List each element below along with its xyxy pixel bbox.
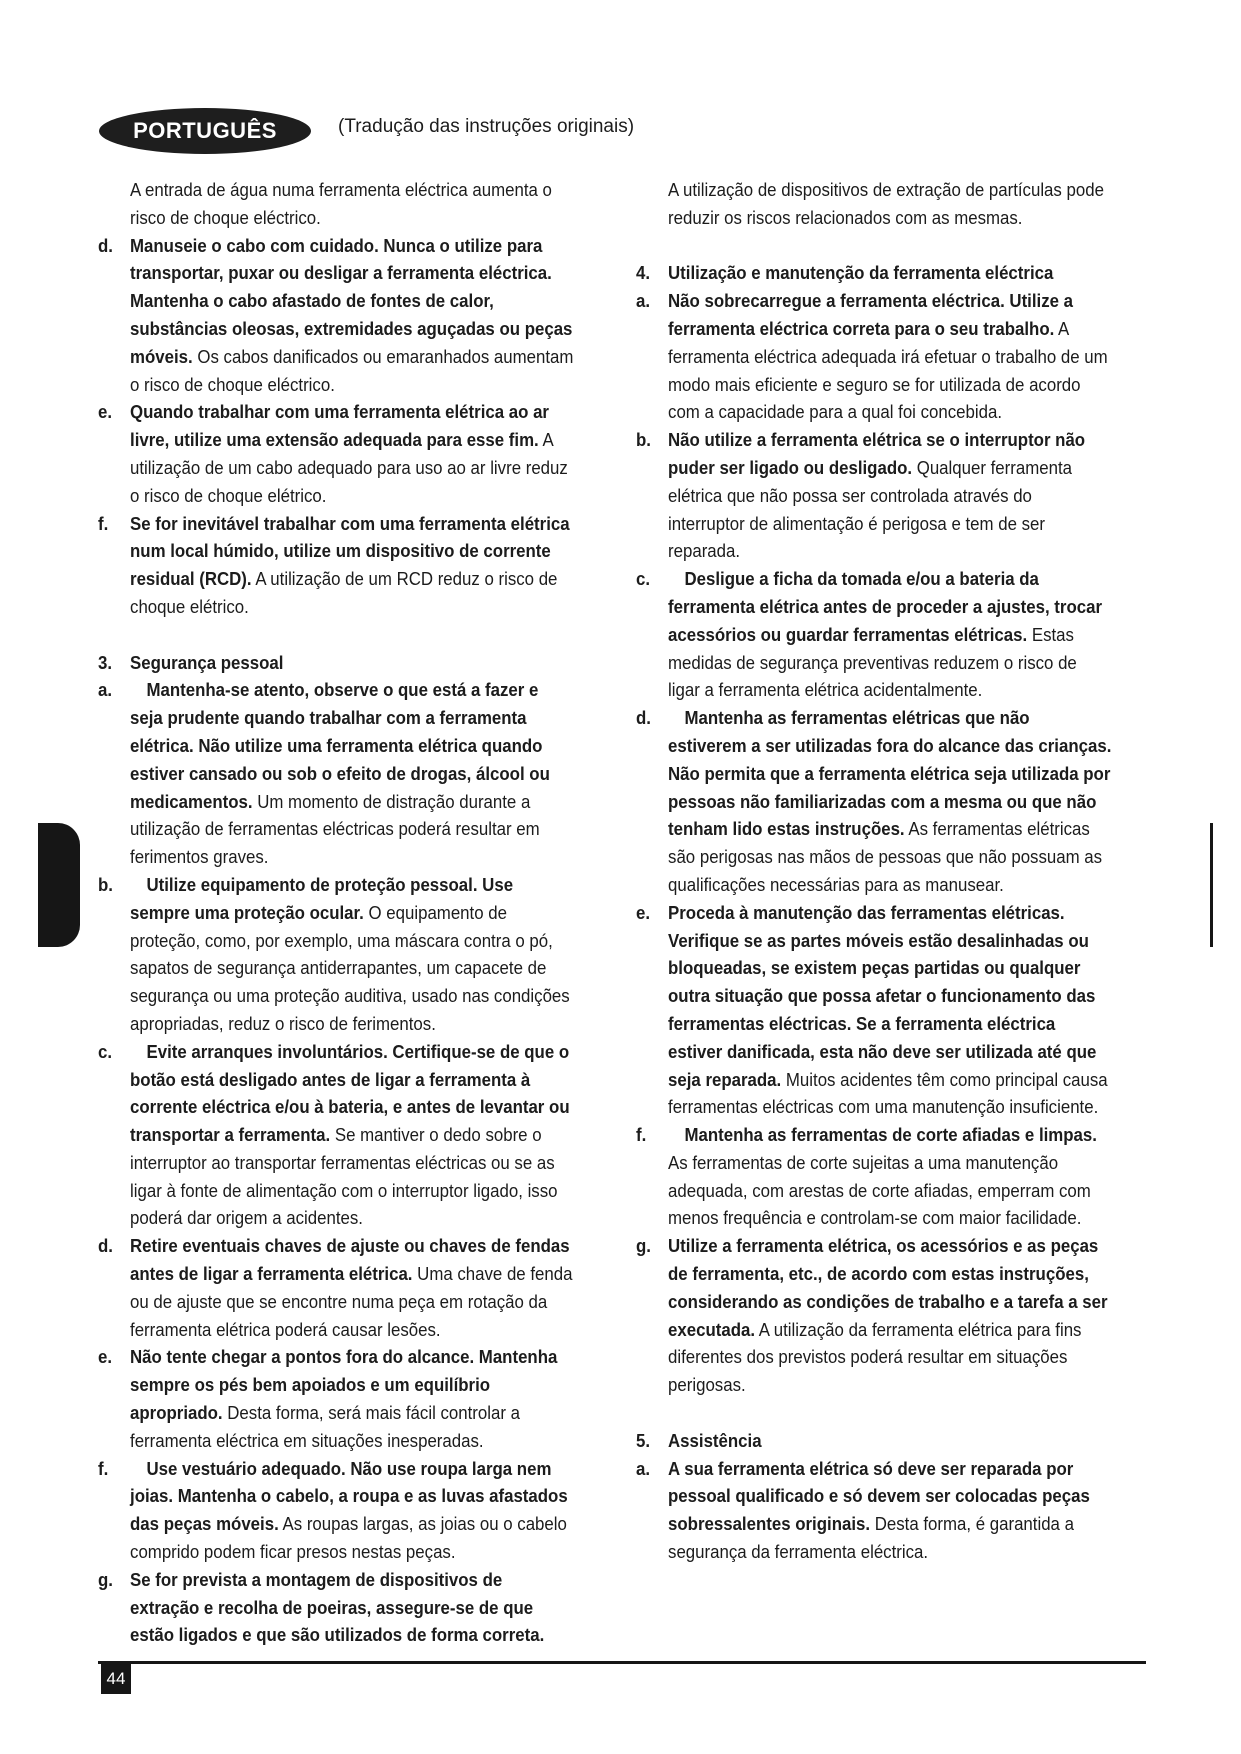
section-heading — [636, 259, 1112, 287]
item-emphasis: Se for prevista a montagem de dispositivos de extração e recolha de poeiras, assegure-se de que estão ligados e que são utilizados de forma correta. — [130, 1568, 545, 1646]
list-item — [98, 676, 574, 871]
right-margin-marker — [1210, 823, 1213, 947]
item-label: c. — [98, 1040, 113, 1062]
list-item — [98, 1455, 574, 1566]
language-badge: PORTUGUÊS — [99, 108, 311, 154]
item-label: b. — [98, 873, 113, 895]
item-emphasis: Manuseie o cabo com cuidado. Nunca o utilize para transportar, puxar ou desligar a ferramenta eléctrica. Mantenha o cabo afastado de fontes de calor, substâncias oleosas, extremidades aguçadas ou peças móveis. — [130, 234, 573, 367]
item-emphasis: Não utilize a ferramenta elétrica se o interruptor não puder ser ligado ou desligado. — [668, 429, 1086, 478]
item-emphasis: Use vestuário adequado. Não use roupa larga nem joias. Mantenha o cabelo, a roupa e as luvas afastados das peças móveis. — [130, 1457, 568, 1535]
list-item — [636, 1232, 1112, 1399]
item-text: As ferramentas elétricas são perigosas nas mãos de pessoas que não possuam as qualificações necessárias para as manusear. — [668, 818, 1103, 895]
item-label: b. — [636, 429, 651, 451]
item-emphasis: A sua ferramenta elétrica só deve ser reparada por pessoal qualificado e só devem ser colocadas peças sobressalentes originais. — [668, 1457, 1090, 1535]
list-item — [98, 1343, 574, 1454]
item-emphasis: Desligue a ficha da tomada e/ou a bateria da ferramenta elétrica antes de proceder a ajustes, trocar acessórios ou guardar ferramentas elétricas. — [668, 568, 1103, 645]
translation-note: (Tradução das instruções originais) — [338, 116, 635, 137]
item-text: Desta forma, será mais fácil controlar a ferramenta eléctrica em situações inesperadas. — [130, 1402, 520, 1451]
item-emphasis: Retire eventuais chaves de ajuste ou chaves de fendas antes de ligar a ferramenta elétrica. — [130, 1235, 570, 1285]
item-label: d. — [636, 707, 651, 729]
item-text: A ferramenta eléctrica adequada irá efetuar o trabalho de um modo mais eficiente e seguro se for utilizada de acordo com a capacidade para a qual foi concebida. — [668, 317, 1108, 423]
item-text: Um momento de distração durante a utilização de ferramentas eléctricas poderá resultar em ferimentos graves. — [130, 790, 540, 868]
section-title: Segurança pessoal — [130, 651, 284, 673]
section-heading — [98, 649, 574, 677]
item-label: a. — [636, 290, 651, 312]
item-emphasis: Utilize equipamento de proteção pessoal. Use sempre uma proteção ocular. — [130, 873, 514, 923]
list-item — [636, 1121, 1112, 1232]
item-text: Uma chave de fenda ou de ajuste que se encontre numa peça em rotação da ferramenta elétrica poderá causar lesões. — [130, 1263, 573, 1340]
left-column — [98, 176, 574, 1649]
item-label: e. — [98, 401, 113, 423]
list-item — [636, 426, 1112, 565]
item-label: a. — [636, 1457, 651, 1479]
item-emphasis: Utilize a ferramenta elétrica, os acessórios e as peças de ferramenta, etc., de acordo com estas instruções, considerando as condições de trabalho e a tarefa a ser executada. — [668, 1235, 1108, 1340]
item-label: f. — [98, 512, 109, 534]
item-emphasis: Proceda à manutenção das ferramentas elétricas. Verifique se as partes móveis estão desalinhadas ou bloqueadas, se existem peças partidas ou qualquer outra situação que possa afetar o funcionamento das ferramentas eléctricas. Se a ferramenta eléctrica estiver danificada, esta não deve ser utilizada até que seja reparada. — [668, 901, 1097, 1090]
list-item — [98, 510, 574, 621]
item-text: O equipamento de proteção, como, por exemplo, uma máscara contra o pó, sapatos de segurança antiderrapantes, um capacete de segurança ou uma proteção auditiva, usado nas condições apropriadas, reduz o risco de ferimentos. — [130, 901, 570, 1034]
item-label: a. — [98, 679, 113, 701]
section-number: 5. — [636, 1429, 651, 1451]
list-item — [98, 871, 574, 1038]
list-item — [98, 398, 574, 509]
page-number: 44 — [101, 1664, 131, 1694]
item-emphasis: Se for inevitável trabalhar com uma ferramenta elétrica num local húmido, utilize um dispositivo de corrente residual (RCD). — [130, 512, 570, 590]
item-label: g. — [98, 1568, 113, 1590]
item-label: d. — [98, 1235, 113, 1257]
item-emphasis: Não tente chegar a pontos fora do alcance. Mantenha sempre os pés bem apoiados e um equilíbrio apropriado. — [130, 1346, 558, 1424]
list-item — [98, 1566, 574, 1649]
footer-rule — [98, 1661, 1146, 1664]
item-text: Se mantiver o dedo sobre o interruptor ao transportar ferramentas eléctricas ou se as ligar à fonte de alimentação com o interruptor ligado, isso poderá dar origem a acidentes. — [130, 1124, 558, 1229]
list-item — [636, 287, 1112, 426]
list-item — [98, 232, 574, 399]
intro-paragraph: A entrada de água numa ferramenta eléctrica aumenta o risco de choque eléctrico. — [130, 179, 552, 228]
list-item — [98, 1038, 574, 1233]
section-number: 3. — [98, 651, 113, 673]
section-heading — [636, 1427, 1112, 1455]
item-text: A utilização de um cabo adequado para uso ao ar livre reduz o risco de choque elétrico. — [130, 429, 568, 506]
list-item — [636, 899, 1112, 1121]
section-side-tab — [38, 823, 80, 947]
item-emphasis: Quando trabalhar com uma ferramenta elétrica ao ar livre, utilize uma extensão adequada para esse fim. — [130, 401, 549, 451]
item-text: Estas medidas de segurança preventivas reduzem o risco de ligar a ferramenta elétrica acidentalmente. — [668, 623, 1077, 701]
list-item — [636, 704, 1112, 899]
list-item — [98, 1232, 574, 1343]
item-label: g. — [636, 1235, 651, 1257]
item-text: A utilização de um RCD reduz o risco de choque elétrico. — [130, 568, 558, 617]
item-label: d. — [98, 234, 113, 256]
list-item — [636, 1455, 1112, 1566]
item-emphasis: Não sobrecarregue a ferramenta eléctrica. Utilize a ferramenta eléctrica correta para o seu trabalho. — [668, 290, 1074, 339]
item-text: As ferramentas de corte sujeitas a uma manutenção adequada, com arestas de corte afiadas, emperram com menos frequência e controlam-se com maior facilidade. — [668, 1151, 1091, 1229]
item-emphasis: Mantenha-se atento, observe o que está a fazer e seja prudente quando trabalhar com a ferramenta elétrica. Não utilize uma ferramenta elétrica quando estiver cansado ou sob o efeito de drogas, álcool ou medicamentos. — [130, 679, 550, 812]
right-column — [636, 176, 1112, 1566]
item-text: As roupas largas, as joias ou o cabelo comprido podem ficar presos nestas peças. — [130, 1513, 567, 1563]
section-title: Utilização e manutenção da ferramenta eléctrica — [668, 262, 1054, 284]
intro-paragraph: A utilização de dispositivos de extração de partículas pode reduzir os riscos relacionados com as mesmas. — [668, 179, 1104, 228]
item-emphasis: Evite arranques involuntários. Certifique-se de que o botão está desligado antes de ligar a ferramenta à corrente eléctrica e/ou à bateria, e antes de levantar ou transportar a ferramenta. — [130, 1040, 570, 1146]
item-emphasis: Mantenha as ferramentas de corte afiadas e limpas. — [684, 1124, 1097, 1146]
item-text: A utilização da ferramenta elétrica para fins diferentes dos previstos poderá resultar em situações perigosas. — [668, 1318, 1082, 1396]
item-text: Muitos acidentes têm como principal causa ferramentas eléctricas com uma manutenção insuficiente. — [668, 1068, 1108, 1118]
item-text: Desta forma, é garantida a segurança da ferramenta eléctrica. — [668, 1513, 1074, 1563]
item-text: Qualquer ferramenta elétrica que não possa ser controlada através do interruptor de alimentação é perigosa e tem de ser reparada. — [668, 456, 1073, 562]
item-label: f. — [98, 1457, 109, 1479]
item-label: e. — [98, 1346, 113, 1368]
section-number: 4. — [636, 262, 651, 284]
item-text: Os cabos danificados ou emaranhados aumentam o risco de choque eléctrico. — [130, 345, 574, 395]
item-emphasis: Mantenha as ferramentas elétricas que não estiverem a ser utilizadas fora do alcance das crianças. Não permita que a ferramenta elétrica seja utilizada por pessoas não familiarizadas com a mesma ou que não tenham lido estas instruções. — [668, 707, 1112, 840]
item-label: c. — [636, 568, 651, 590]
item-label: e. — [636, 901, 651, 923]
list-item — [636, 565, 1112, 704]
item-label: f. — [636, 1124, 647, 1146]
section-title: Assistência — [668, 1429, 762, 1451]
